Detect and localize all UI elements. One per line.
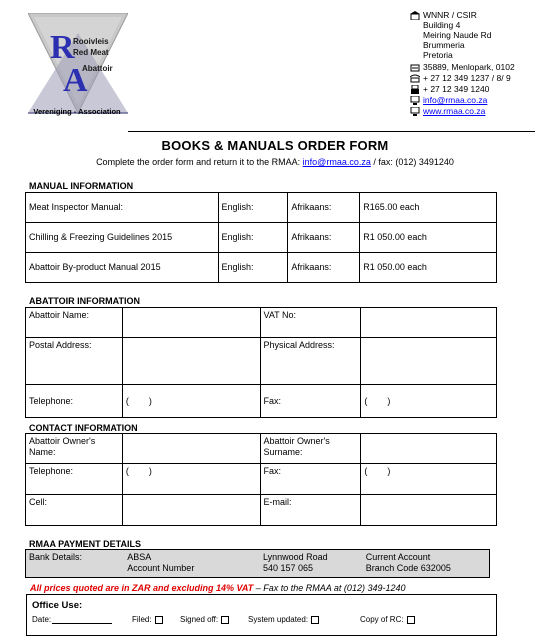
table-row (26, 253, 497, 283)
contact-postbox: 35889, Menlopark, 0102 (423, 62, 515, 72)
english-label[interactable]: English: (218, 223, 288, 253)
fax-field[interactable]: ( ) (361, 385, 497, 418)
table-row (26, 308, 497, 338)
email-label: E-mail: (260, 495, 361, 526)
table-row (26, 434, 497, 464)
system-label: System updated: (248, 615, 309, 624)
contact-table (25, 433, 497, 526)
account-number-label: Account Number (127, 563, 195, 573)
afrikaans-label[interactable]: Afrikaans: (288, 253, 360, 283)
subtitle-fax: / fax: (012) 3491240 (373, 157, 454, 167)
building-icon (410, 11, 420, 20)
contact-fax-field[interactable]: ( ) (361, 464, 497, 495)
contact-building: Building 4 (423, 20, 461, 30)
logo-line-1: Rooivleis (73, 37, 109, 46)
branch-name: Lynnwood Road (262, 552, 328, 562)
manual-table (25, 192, 497, 283)
email-field[interactable] (361, 495, 497, 526)
office-date (32, 615, 112, 624)
disclaimer-fax: – Fax to the RMAA at (012) 349-1240 (255, 583, 406, 593)
telephone-label: Telephone: (26, 385, 123, 418)
logo-letter-r: R (50, 29, 75, 66)
payment-table (25, 549, 490, 578)
disclaimer-red: All prices quoted are in ZAR and excluding 14% VAT (30, 583, 254, 593)
manual-price: R1 050.00 each (360, 223, 497, 253)
vat-label: VAT No: (260, 308, 361, 338)
account-info (363, 550, 490, 578)
bank-details-label: Bank Details: (26, 550, 125, 578)
logo-line-3: Abattoir (82, 64, 113, 73)
page-title: BOOKS & MANUALS ORDER FORM (161, 138, 389, 153)
subtitle-email-link[interactable]: info@rmaa.co.za (302, 157, 371, 167)
office-filed (132, 615, 163, 624)
contact-org: WNNR / CSIR (423, 10, 477, 20)
manual-section-heading: MANUAL INFORMATION (29, 181, 134, 191)
table-row (26, 338, 497, 385)
logo-letter-a: A (63, 62, 88, 99)
contact-phone-row (410, 73, 511, 83)
abattoir-name-label: Abattoir Name: (26, 308, 123, 338)
table-row (26, 464, 497, 495)
branch-info (260, 550, 363, 578)
subtitle-text: Complete the order form and return it to the RMAA: (96, 157, 301, 167)
abattoir-table (25, 307, 497, 418)
manual-name: Chilling & Freezing Guidelines 2015 (26, 223, 219, 253)
system-checkbox[interactable] (311, 616, 319, 624)
vat-field[interactable] (361, 308, 497, 338)
filed-checkbox[interactable] (155, 616, 163, 624)
bank-name: ABSA (127, 552, 152, 562)
mailbox-icon (410, 63, 420, 72)
physical-address-label: Physical Address: (260, 338, 361, 385)
table-row (26, 223, 497, 253)
copy-checkbox[interactable] (407, 616, 415, 624)
fax-label: Fax: (260, 385, 361, 418)
logo-tagline: Vereniging - Association (33, 107, 121, 116)
cell-label: Cell: (26, 495, 123, 526)
office-signed (180, 615, 229, 624)
phone-icon (410, 74, 420, 83)
abattoir-name-field[interactable] (122, 308, 260, 338)
contact-city: Pretoria (423, 50, 453, 60)
postal-address-label: Postal Address: (26, 338, 123, 385)
contact-fax-row (410, 84, 489, 94)
fax-icon (410, 85, 420, 94)
payment-section-heading: RMAA PAYMENT DETAILS (29, 539, 142, 549)
contact-web-row (410, 106, 485, 116)
abattoir-section-heading: ABATTOIR INFORMATION (29, 296, 140, 306)
contact-web-link[interactable]: www.rmaa.co.za (423, 106, 486, 116)
telephone-field[interactable]: ( ) (122, 385, 260, 418)
branch-code: Branch Code 632005 (365, 563, 451, 573)
date-label: Date: (32, 615, 52, 624)
computer-icon (410, 107, 420, 116)
page-subtitle (0, 157, 550, 167)
contact-section-heading: CONTACT INFORMATION (29, 423, 138, 433)
english-label[interactable]: English: (218, 253, 288, 283)
rmaa-logo (28, 13, 128, 117)
contact-street: Meiring Naude Rd (423, 30, 492, 40)
physical-address-field[interactable] (361, 338, 497, 385)
manual-price: R1 050.00 each (360, 253, 497, 283)
table-row (26, 385, 497, 418)
contact-fax: + 27 12 349 1240 (423, 84, 490, 94)
contact-email-row (410, 95, 487, 105)
computer-icon (410, 96, 420, 105)
table-row (26, 495, 497, 526)
afrikaans-label[interactable]: Afrikaans: (288, 223, 360, 253)
manual-name: Meat Inspector Manual: (26, 193, 219, 223)
header-divider (128, 131, 535, 132)
table-row (26, 550, 490, 578)
office-system (248, 615, 319, 624)
logo-line-2: Red Meat (73, 48, 109, 57)
copy-label: Copy of RC: (360, 615, 404, 624)
contact-telephone-field[interactable]: ( ) (122, 464, 260, 495)
afrikaans-label[interactable]: Afrikaans: (288, 193, 360, 223)
contact-postbox-row (410, 62, 515, 72)
contact-telephone-label: Telephone: (26, 464, 123, 495)
owner-name-label: Abattoir Owner's Name: (26, 434, 123, 464)
date-field[interactable] (52, 615, 112, 624)
manual-name: Abattoir By-product Manual 2015 (26, 253, 219, 283)
contact-phone: + 27 12 349 1237 / 8/ 9 (423, 73, 511, 83)
english-label[interactable]: English: (218, 193, 288, 223)
signed-label: Signed off: (180, 615, 219, 624)
office-use-title: Office Use: (32, 600, 83, 611)
owner-surname-label: Abattoir Owner's Surname: (260, 434, 361, 464)
table-row (26, 193, 497, 223)
office-copy (360, 615, 415, 624)
price-disclaimer (30, 583, 405, 593)
filed-label: Filed: (132, 615, 152, 624)
cell-field[interactable] (122, 495, 260, 526)
contact-fax-label: Fax: (260, 464, 361, 495)
contact-org-row (410, 10, 477, 20)
postal-address-field[interactable] (122, 338, 260, 385)
manual-price: R165.00 each (360, 193, 497, 223)
signed-checkbox[interactable] (221, 616, 229, 624)
contact-suburb: Brummeria (423, 40, 465, 50)
owner-surname-field[interactable] (361, 434, 497, 464)
owner-name-field[interactable] (122, 434, 260, 464)
account-type: Current Account (365, 552, 431, 562)
contact-email-link[interactable]: info@rmaa.co.za (423, 95, 488, 105)
account-number: 540 157 065 (262, 563, 314, 573)
bank-info (124, 550, 260, 578)
